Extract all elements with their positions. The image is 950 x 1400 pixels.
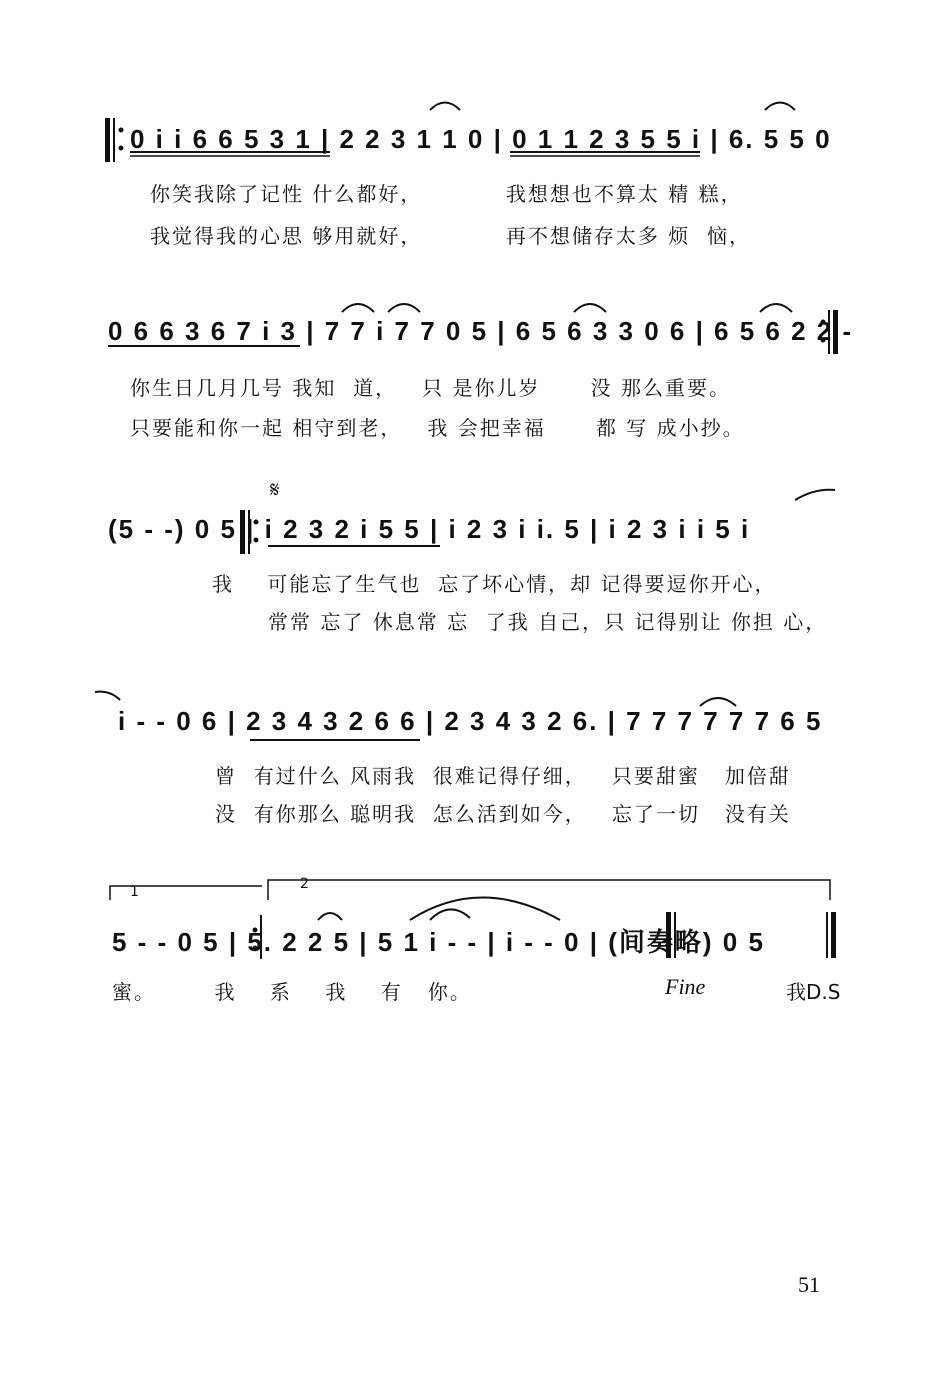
lyric-line-2: 常常 忘了 休息常 忘 了我 自己，只 记得别让 你担 心， [268,610,828,634]
lyric-line-1: 你生日几月几号 我知 道， 只 是你儿岁 没 那么重要。 [130,376,732,400]
segno-sign: 𝄋 [270,478,280,503]
lyric-line-1: 你笑我除了记性 什么都好， 我想想也不算太 精 糕， [150,182,743,206]
lyric-line-1: 曾 有过什么 风雨我 很难记得仔细， 只要甜蜜 加倍甜 [215,764,791,788]
notation-line: (5 - -) 0 5 | i 2 3 2 i 5 5 | i 2 3 i i. 5 | i 2 3 i i 5 i [108,514,751,544]
lyric-line-2: 只要能和你一起 相守到老， 我 会把幸福 都 写 成小抄。 [130,416,745,440]
notation-line: 0 i i 6 6 5 3 1 | 2 2 3 1 1 0 | 0 1 1 2 3 5 5 i | 6. 5 5 0 [130,124,832,154]
page-number: 51 [798,1272,820,1297]
lyric-line-2: 我觉得我的心思 够用就好， 再不想储存太多 烦 恼， [150,224,752,248]
ds-marking: 我D.S [786,980,841,1004]
fine-marking: Fine [665,974,706,999]
notation-line: i - - 0 6 | 2 3 4 3 2 6 6 | 2 3 4 3 2 6. | 7 7 7 7 7 7 6 5 [118,706,823,736]
volta-1-label: 1 [130,884,139,900]
notation-line: 5 - - 0 5 | 5. 2 2 5 | 5 1 i - - | i - - 0 | (间奏略) 0 5 [112,927,765,957]
lyric-line-1: 蜜。 我 系 我 有 你。 [112,980,472,1004]
volta-2-label: 2 [300,876,309,892]
notation-line: 0 6 6 3 6 7 i 3 | 7 7 i 7 7 0 5 | 6 5 6 3 3 0 6 | 6 5 6 2 2 - [108,316,854,346]
lyric-line-2: 没 有你那么 聪明我 怎么活到如今， 忘了一切 没有关 [215,802,791,826]
lyric-line-1: 我 可能忘了生气也 忘了坏心情，却 记得要逗你开心， [212,572,777,596]
